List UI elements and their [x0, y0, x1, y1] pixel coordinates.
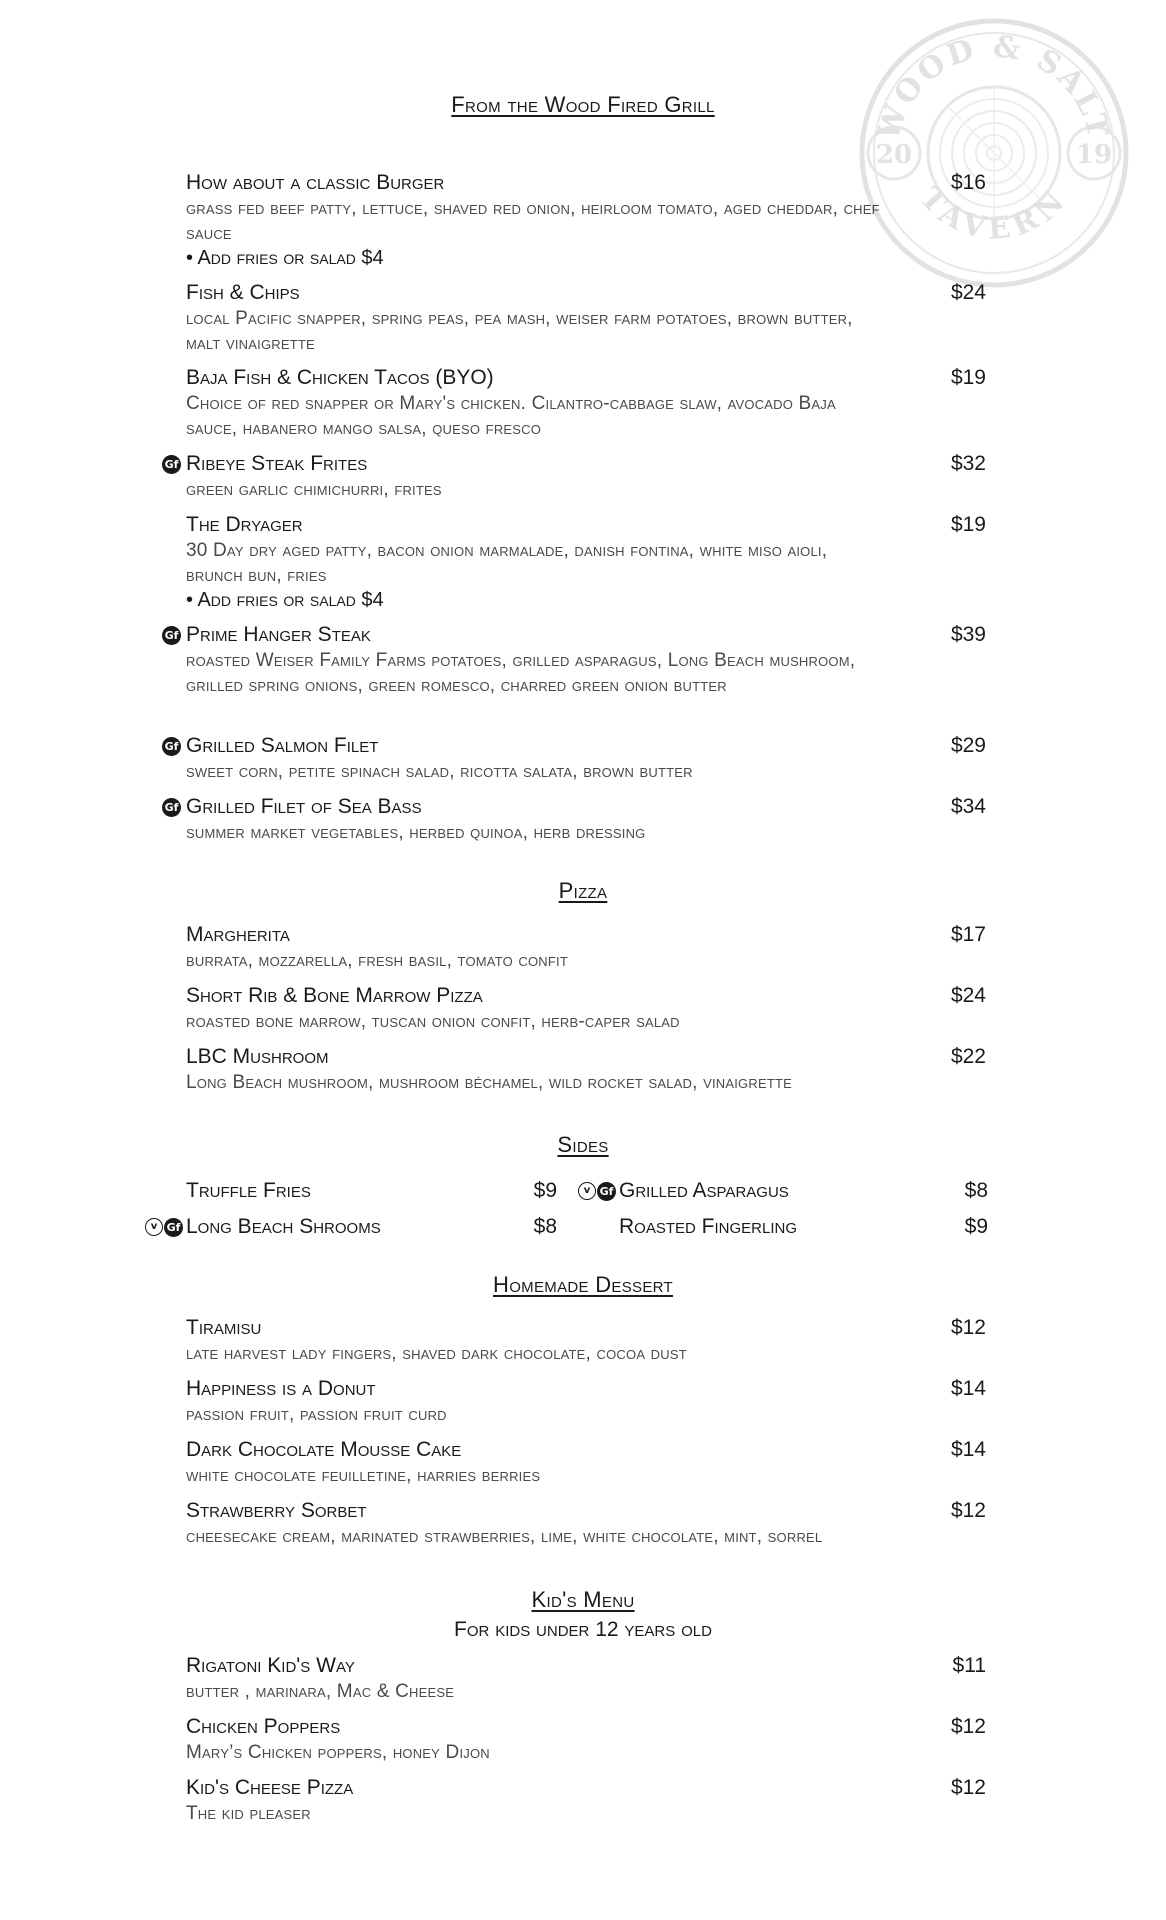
item-name: How about a classic Burger — [186, 171, 445, 194]
gluten-free-icon: Gf — [162, 798, 181, 817]
menu-item — [186, 922, 986, 973]
item-name: Short Rib & Bone Marrow Pizza — [186, 984, 483, 1007]
item-price: $24 — [950, 984, 986, 1007]
logo-year-right: 19 — [1075, 140, 1113, 170]
gluten-free-icon: Gf — [597, 1182, 616, 1201]
section-subtitle-kids: For kids under 12 years old — [454, 1618, 712, 1641]
side-price: $8 — [964, 1179, 988, 1202]
section-title-pizza: Pizza — [558, 878, 608, 903]
item-price: $39 — [950, 623, 986, 646]
item-name: Kid's Cheese Pizza — [186, 1776, 354, 1799]
menu-item — [164, 622, 986, 698]
dietary-badges — [145, 1218, 183, 1237]
menu-item — [164, 451, 986, 502]
item-addon: • Add fries or salad $4 — [186, 589, 384, 611]
item-description: sweet corn, petite spinach salad, ricotta salata, brown butter — [186, 761, 693, 782]
menu-item — [186, 1315, 986, 1366]
item-name: Strawberry Sorbet — [186, 1499, 367, 1522]
menu-item — [164, 733, 986, 784]
section-title-dessert: Homemade Dessert — [493, 1272, 673, 1297]
item-price: $17 — [950, 923, 986, 946]
item-name: LBC Mushroom — [186, 1045, 329, 1068]
item-description: passion fruit, passion fruit curd — [186, 1404, 447, 1425]
menu-item — [186, 280, 986, 356]
menu-item — [186, 1437, 986, 1488]
item-name: The Dryager — [186, 513, 303, 536]
item-name: Grilled Filet of Sea Bass — [186, 795, 422, 818]
item-name: Rigatoni Kid's Way — [186, 1654, 355, 1677]
side-price: $9 — [964, 1215, 988, 1238]
item-description: The kid pleaser — [186, 1803, 311, 1824]
item-price: $14 — [950, 1438, 986, 1461]
item-price: $19 — [950, 513, 986, 536]
item-price: $14 — [950, 1377, 986, 1400]
item-name: Chicken Poppers — [186, 1715, 341, 1738]
menu-item — [186, 1376, 986, 1427]
item-description: Choice of red snapper or Mary's chicken. Cilantro-cabbage slaw, avocado Baja sauce, habanero mango salsa, queso fresco — [186, 393, 836, 439]
menu-item — [186, 1714, 986, 1765]
item-price: $29 — [950, 734, 986, 757]
item-description: white chocolate feuilletine, harries berries — [186, 1465, 541, 1486]
vegan-icon: v — [145, 1218, 163, 1236]
item-price: $12 — [950, 1715, 986, 1738]
item-price: $32 — [950, 452, 986, 475]
item-price: $12 — [950, 1776, 986, 1799]
item-description: local Pacific snapper, spring peas, pea mash, weiser farm potatoes, brown butter, malt vinaigrette — [186, 308, 853, 354]
menu-item — [164, 794, 986, 845]
item-name: Fish & Chips — [186, 281, 300, 304]
item-description: summer market vegetables, herbed quinoa, herb dressing — [186, 822, 646, 843]
menu-item — [186, 1498, 986, 1549]
menu-item — [186, 1775, 986, 1826]
item-description: late harvest lady fingers, shaved dark chocolate, cocoa dust — [186, 1343, 687, 1364]
logo-year-left: 20 — [875, 140, 913, 170]
item-name: Margherita — [186, 923, 290, 946]
item-description: cheesecake cream, marinated strawberries, lime, white chocolate, mint, sorrel — [186, 1526, 823, 1547]
logo-top-text: WOOD & SALT — [871, 29, 1117, 144]
dietary-badges — [162, 737, 181, 756]
item-price: $12 — [950, 1316, 986, 1339]
menu-item — [186, 365, 986, 441]
item-description: burrata, mozzarella, fresh basil, tomato confit — [186, 950, 568, 971]
item-price: $24 — [950, 281, 986, 304]
menu-item — [186, 512, 986, 613]
dietary-badges — [162, 798, 181, 817]
item-price: $22 — [950, 1045, 986, 1068]
side-name: Truffle Fries — [186, 1179, 311, 1202]
item-description: grass fed beef patty, lettuce, shaved red onion, heirloom tomato, aged cheddar, chef sauce — [186, 198, 880, 244]
side-name: Grilled Asparagus — [619, 1179, 789, 1202]
item-price: $19 — [950, 366, 986, 389]
gluten-free-icon: Gf — [162, 455, 181, 474]
dietary-badges — [162, 455, 181, 474]
logo-bottom-text: TAVERN — [912, 180, 1076, 248]
side-price: $8 — [533, 1215, 557, 1238]
item-name: Grilled Salmon Filet — [186, 734, 379, 757]
item-price: $34 — [950, 795, 986, 818]
item-price: $11 — [952, 1654, 986, 1677]
section-title-grill: From the Wood Fired Grill — [451, 92, 715, 117]
item-name: Happiness is a Donut — [186, 1377, 376, 1400]
menu-item — [186, 170, 986, 271]
item-description: green garlic chimichurri, frites — [186, 479, 442, 500]
gluten-free-icon: Gf — [162, 626, 181, 645]
section-title-sides: Sides — [557, 1132, 609, 1157]
vegan-icon: v — [578, 1182, 596, 1200]
item-name: Tiramisu — [186, 1316, 262, 1339]
item-description: Long Beach mushroom, mushroom béchamel, wild rocket salad, vinaigrette — [186, 1072, 792, 1093]
item-description: butter , marinara, Mac & Cheese — [186, 1681, 455, 1702]
section-title-kids: Kid's Menu — [531, 1587, 635, 1612]
item-name: Prime Hanger Steak — [186, 623, 371, 646]
dietary-badges — [578, 1182, 616, 1201]
menu-item — [186, 1044, 986, 1095]
item-name: Ribeye Steak Frites — [186, 452, 368, 475]
gluten-free-icon: Gf — [162, 737, 181, 756]
item-name: Baja Fish & Chicken Tacos (BYO) — [186, 366, 494, 389]
item-description: roasted bone marrow, tuscan onion confit, herb-caper salad — [186, 1011, 680, 1032]
menu-item — [186, 983, 986, 1034]
side-price: $9 — [533, 1179, 557, 1202]
side-name: Long Beach Shrooms — [186, 1215, 381, 1238]
item-price: $16 — [950, 171, 986, 194]
item-addon: • Add fries or salad $4 — [186, 247, 384, 269]
item-price: $12 — [950, 1499, 986, 1522]
dietary-badges — [162, 626, 181, 645]
item-name: Dark Chocolate Mousse Cake — [186, 1438, 462, 1461]
item-description: 30 Day dry aged patty, bacon onion marmalade, danish fontina, white miso aioli, brunch bun, fries — [186, 540, 828, 586]
menu-item — [186, 1653, 986, 1704]
side-name: Roasted Fingerling — [619, 1215, 798, 1238]
gluten-free-icon: Gf — [164, 1218, 183, 1237]
item-description: Mary’s Chicken poppers, honey Dijon — [186, 1742, 490, 1763]
item-description: roasted Weiser Family Farms potatoes, grilled asparagus, Long Beach mushroom, grilled spring onions, green romesco, charred green onion butter — [186, 650, 856, 696]
